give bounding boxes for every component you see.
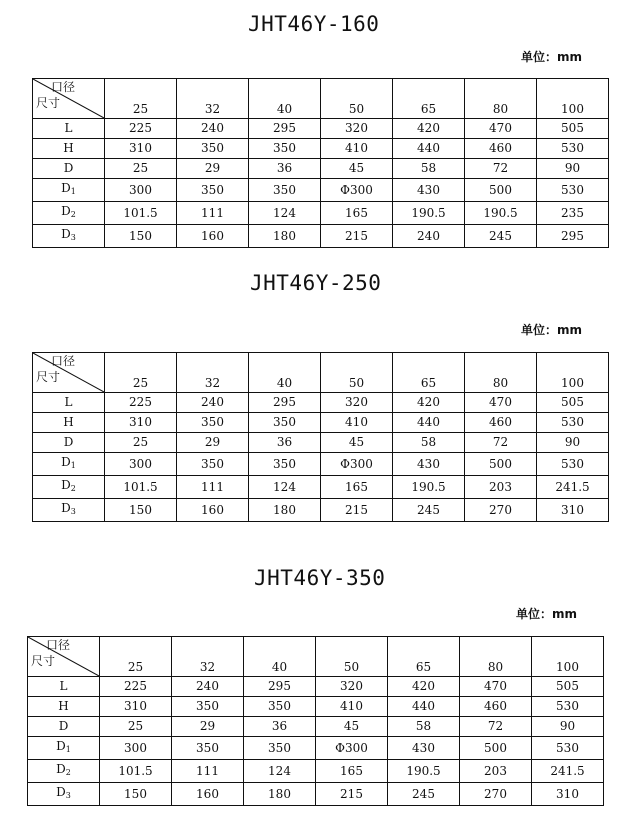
table-cell: 215 xyxy=(321,499,393,522)
table-cell: 350 xyxy=(244,697,316,717)
table-cell: 180 xyxy=(249,499,321,522)
column-header: 80 xyxy=(460,637,532,677)
table-cell: 124 xyxy=(249,476,321,499)
row-label xyxy=(33,413,105,433)
table-cell: 430 xyxy=(393,453,465,476)
corner-label-dimension: 尺寸 xyxy=(31,654,56,668)
column-header: 65 xyxy=(388,637,460,677)
corner-label-caliber: 口径 xyxy=(51,80,76,94)
table-cell: 295 xyxy=(249,393,321,413)
row-label-subscript: 1 xyxy=(70,461,76,470)
table-cell: 72 xyxy=(460,717,532,737)
unit-label: 单位：mm xyxy=(521,323,583,337)
corner-label-dimension: 尺寸 xyxy=(36,96,61,110)
table-cell: 165 xyxy=(321,476,393,499)
column-header: 80 xyxy=(465,353,537,393)
table-cell: 124 xyxy=(244,760,316,783)
row-label-subscript: 3 xyxy=(65,791,71,800)
table-cell: 420 xyxy=(388,677,460,697)
header-row xyxy=(28,637,604,677)
table-cell: 190.5 xyxy=(465,202,537,225)
table-cell: 165 xyxy=(321,202,393,225)
table-cell: 530 xyxy=(532,697,604,717)
column-header: 25 xyxy=(105,353,177,393)
table-cell: 203 xyxy=(465,476,537,499)
table-cell: 203 xyxy=(460,760,532,783)
table-cell: 215 xyxy=(321,225,393,248)
column-header: 80 xyxy=(465,79,537,119)
table-cell: 420 xyxy=(393,119,465,139)
table-cell: 310 xyxy=(537,499,609,522)
row-label-text: D xyxy=(56,739,66,753)
row-label xyxy=(33,139,105,159)
spec-table xyxy=(32,352,609,522)
table-cell: 150 xyxy=(105,225,177,248)
row-label-text: D xyxy=(61,181,71,195)
spec-table xyxy=(32,78,609,248)
table-cell: 530 xyxy=(537,179,609,202)
column-header: 32 xyxy=(177,79,249,119)
table-row xyxy=(33,139,609,159)
corner-cell xyxy=(33,79,105,119)
table-cell: 72 xyxy=(465,433,537,453)
table-cell: 101.5 xyxy=(105,476,177,499)
table-cell: 410 xyxy=(316,697,388,717)
row-label-subscript: 2 xyxy=(70,484,76,493)
table-cell: 241.5 xyxy=(537,476,609,499)
table-cell: 295 xyxy=(537,225,609,248)
table-cell: 350 xyxy=(177,453,249,476)
table-cell: 500 xyxy=(465,453,537,476)
table-cell: 505 xyxy=(537,119,609,139)
row-label-text: D xyxy=(61,227,71,241)
table-cell: 420 xyxy=(393,393,465,413)
table-cell: 245 xyxy=(393,499,465,522)
table-cell: 150 xyxy=(100,783,172,806)
table-title: JHT46Y-160 xyxy=(248,12,380,36)
table-cell: 310 xyxy=(100,697,172,717)
table-cell: Φ300 xyxy=(321,453,393,476)
table-cell: 350 xyxy=(177,413,249,433)
table-cell: 500 xyxy=(465,179,537,202)
table-cell: 460 xyxy=(465,413,537,433)
row-label xyxy=(33,433,105,453)
row-label-text: D xyxy=(63,435,74,449)
table-cell: 180 xyxy=(249,225,321,248)
table-cell: 111 xyxy=(177,202,249,225)
table-cell: 460 xyxy=(465,139,537,159)
row-label-text: L xyxy=(59,679,68,693)
table-row xyxy=(28,760,604,783)
row-label-text: D xyxy=(61,501,71,515)
table-cell: 300 xyxy=(100,737,172,760)
table-cell: 150 xyxy=(105,499,177,522)
table-cell: 245 xyxy=(388,783,460,806)
table-cell: 111 xyxy=(177,476,249,499)
table-cell: 310 xyxy=(105,139,177,159)
row-label xyxy=(33,202,105,225)
table-row xyxy=(33,393,609,413)
table-cell: 460 xyxy=(460,697,532,717)
table-cell: 58 xyxy=(393,159,465,179)
table-cell: Φ300 xyxy=(316,737,388,760)
table-cell: 111 xyxy=(172,760,244,783)
row-label xyxy=(28,760,100,783)
row-label xyxy=(28,717,100,737)
table-cell: 25 xyxy=(105,159,177,179)
column-header: 100 xyxy=(537,353,609,393)
header-row xyxy=(33,79,609,119)
table-cell: 215 xyxy=(316,783,388,806)
table-cell: 36 xyxy=(249,159,321,179)
table-cell: 25 xyxy=(100,717,172,737)
table-cell: 505 xyxy=(532,677,604,697)
table-cell: 270 xyxy=(465,499,537,522)
row-label-text: D xyxy=(58,719,69,733)
table-cell: 225 xyxy=(105,393,177,413)
table-cell: 440 xyxy=(393,139,465,159)
row-label-text: D xyxy=(63,161,74,175)
table-row xyxy=(33,433,609,453)
table-cell: 320 xyxy=(321,393,393,413)
table-cell: 350 xyxy=(249,139,321,159)
table-row xyxy=(28,783,604,806)
header-row xyxy=(33,353,609,393)
table-cell: 235 xyxy=(537,202,609,225)
column-header: 65 xyxy=(393,353,465,393)
table-cell: 180 xyxy=(244,783,316,806)
table-cell: 245 xyxy=(465,225,537,248)
unit-label: 单位：mm xyxy=(516,607,578,621)
table-cell: 90 xyxy=(537,159,609,179)
table-cell: 240 xyxy=(177,119,249,139)
column-header: 100 xyxy=(532,637,604,677)
table-cell: 160 xyxy=(177,225,249,248)
column-header: 32 xyxy=(177,353,249,393)
table-cell: 190.5 xyxy=(388,760,460,783)
row-label-text: L xyxy=(64,395,73,409)
table-cell: 530 xyxy=(537,413,609,433)
table-cell: 225 xyxy=(105,119,177,139)
table-cell: 440 xyxy=(393,413,465,433)
table-cell: 240 xyxy=(177,393,249,413)
table-cell: 160 xyxy=(177,499,249,522)
table-cell: 320 xyxy=(321,119,393,139)
table-cell: 29 xyxy=(177,433,249,453)
table-cell: 90 xyxy=(532,717,604,737)
table-cell: 295 xyxy=(244,677,316,697)
table-cell: 36 xyxy=(244,717,316,737)
column-header: 50 xyxy=(321,353,393,393)
table-cell: 240 xyxy=(172,677,244,697)
table-cell: 350 xyxy=(249,453,321,476)
table-cell: 470 xyxy=(465,119,537,139)
corner-label-dimension: 尺寸 xyxy=(36,370,61,384)
table-cell: 320 xyxy=(316,677,388,697)
table-row xyxy=(33,476,609,499)
table-cell: 350 xyxy=(172,737,244,760)
row-label xyxy=(28,677,100,697)
table-cell: 58 xyxy=(388,717,460,737)
table-row xyxy=(33,225,609,248)
table-row xyxy=(28,677,604,697)
table-cell: 45 xyxy=(321,159,393,179)
column-header: 50 xyxy=(321,79,393,119)
table-cell: 530 xyxy=(537,453,609,476)
table-cell: 470 xyxy=(465,393,537,413)
table-cell: 440 xyxy=(388,697,460,717)
table-cell: 350 xyxy=(172,697,244,717)
table-cell: 310 xyxy=(532,783,604,806)
row-label xyxy=(33,179,105,202)
table-cell: 72 xyxy=(465,159,537,179)
column-header: 40 xyxy=(244,637,316,677)
table-cell: 300 xyxy=(105,179,177,202)
column-header: 25 xyxy=(100,637,172,677)
column-header: 32 xyxy=(172,637,244,677)
table-cell: 300 xyxy=(105,453,177,476)
table-cell: 241.5 xyxy=(532,760,604,783)
column-header: 25 xyxy=(105,79,177,119)
table-cell: 225 xyxy=(100,677,172,697)
row-label-subscript: 1 xyxy=(65,745,71,754)
row-label xyxy=(28,697,100,717)
table-cell: 45 xyxy=(316,717,388,737)
unit-label: 单位：mm xyxy=(521,50,583,64)
table-title: JHT46Y-250 xyxy=(250,271,382,295)
table-cell: 165 xyxy=(316,760,388,783)
table-row xyxy=(33,453,609,476)
table-cell: 190.5 xyxy=(393,476,465,499)
table-cell: 430 xyxy=(393,179,465,202)
table-cell: 45 xyxy=(321,433,393,453)
row-label xyxy=(33,159,105,179)
table-cell: 430 xyxy=(388,737,460,760)
spec-table xyxy=(27,636,604,806)
table-cell: 350 xyxy=(249,179,321,202)
row-label-text: D xyxy=(61,455,71,469)
row-label xyxy=(33,225,105,248)
row-label xyxy=(33,119,105,139)
table-title: JHT46Y-350 xyxy=(254,566,386,590)
row-label-subscript: 2 xyxy=(70,210,76,219)
row-label xyxy=(33,499,105,522)
row-label-text: L xyxy=(64,121,73,135)
table-cell: 350 xyxy=(177,139,249,159)
table-cell: 240 xyxy=(393,225,465,248)
table-row xyxy=(28,717,604,737)
column-header: 50 xyxy=(316,637,388,677)
table-row xyxy=(33,179,609,202)
row-label-text: H xyxy=(63,415,74,429)
table-cell: 101.5 xyxy=(105,202,177,225)
table-cell: 310 xyxy=(105,413,177,433)
table-row xyxy=(33,499,609,522)
table-cell: 505 xyxy=(537,393,609,413)
column-header: 100 xyxy=(537,79,609,119)
corner-cell xyxy=(33,353,105,393)
table-cell: 530 xyxy=(537,139,609,159)
row-label xyxy=(33,476,105,499)
row-label xyxy=(28,783,100,806)
table-cell: 90 xyxy=(537,433,609,453)
table-cell: 470 xyxy=(460,677,532,697)
corner-label-caliber: 口径 xyxy=(46,638,71,652)
table-cell: 101.5 xyxy=(100,760,172,783)
table-cell: 350 xyxy=(177,179,249,202)
row-label xyxy=(28,737,100,760)
table-row xyxy=(33,159,609,179)
row-label-text: H xyxy=(58,699,69,713)
table-cell: 190.5 xyxy=(393,202,465,225)
table-cell: 350 xyxy=(249,413,321,433)
row-label xyxy=(33,393,105,413)
table-cell: 410 xyxy=(321,139,393,159)
row-label-text: D xyxy=(61,204,71,218)
table-cell: 160 xyxy=(172,783,244,806)
table-row xyxy=(33,202,609,225)
row-label-subscript: 2 xyxy=(65,768,71,777)
table-cell: 58 xyxy=(393,433,465,453)
corner-cell xyxy=(28,637,100,677)
row-label-subscript: 1 xyxy=(70,187,76,196)
table-cell: 500 xyxy=(460,737,532,760)
table-cell: 36 xyxy=(249,433,321,453)
table-row xyxy=(28,697,604,717)
column-header: 40 xyxy=(249,79,321,119)
table-row xyxy=(28,737,604,760)
table-cell: 410 xyxy=(321,413,393,433)
corner-label-caliber: 口径 xyxy=(51,354,76,368)
column-header: 65 xyxy=(393,79,465,119)
table-cell: 25 xyxy=(105,433,177,453)
table-cell: 29 xyxy=(172,717,244,737)
table-row xyxy=(33,119,609,139)
table-cell: 124 xyxy=(249,202,321,225)
column-header: 40 xyxy=(249,353,321,393)
table-cell: Φ300 xyxy=(321,179,393,202)
row-label-subscript: 3 xyxy=(70,507,76,516)
table-cell: 270 xyxy=(460,783,532,806)
table-cell: 530 xyxy=(532,737,604,760)
table-row xyxy=(33,413,609,433)
row-label-text: D xyxy=(61,478,71,492)
row-label-text: D xyxy=(56,785,66,799)
row-label-text: H xyxy=(63,141,74,155)
row-label-subscript: 3 xyxy=(70,233,76,242)
table-cell: 350 xyxy=(244,737,316,760)
table-cell: 295 xyxy=(249,119,321,139)
table-cell: 29 xyxy=(177,159,249,179)
row-label-text: D xyxy=(56,762,66,776)
row-label xyxy=(33,453,105,476)
